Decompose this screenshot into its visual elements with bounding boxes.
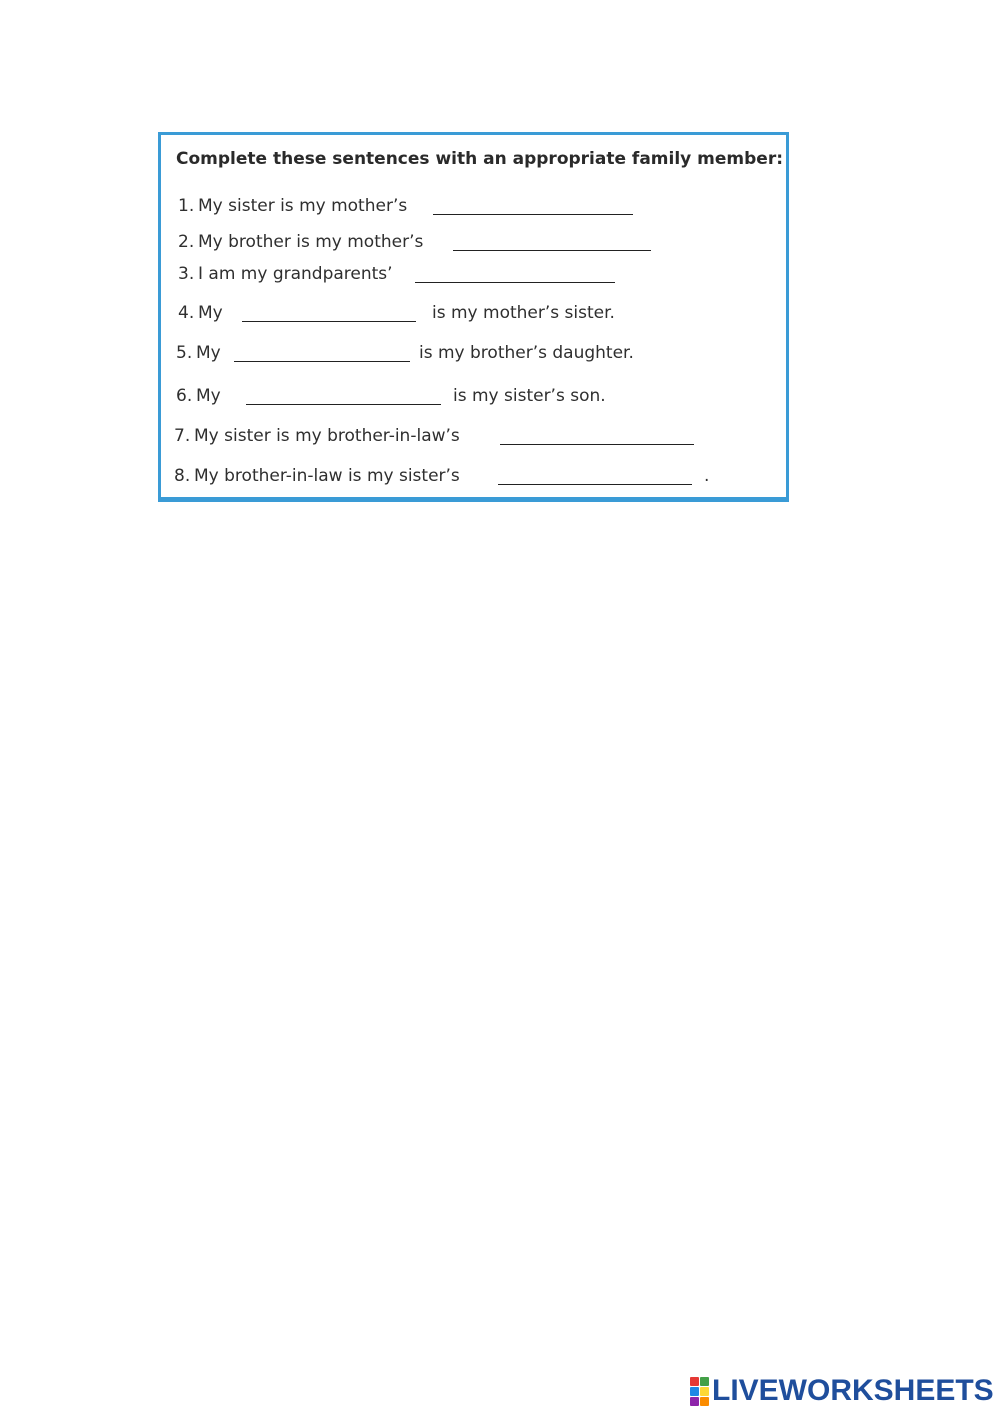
sentence-5: [176, 341, 776, 365]
answer-blank-2[interactable]: [453, 250, 651, 251]
sentence-text: My: [198, 303, 223, 323]
answer-blank-5[interactable]: [234, 361, 410, 362]
sentence-7: [174, 424, 774, 448]
sentence-number: 8.: [174, 466, 191, 486]
sentence-number: 1.: [178, 196, 195, 216]
answer-blank-1[interactable]: [433, 214, 633, 215]
sentence-number: 7.: [174, 426, 191, 446]
sentence-text-after: .: [704, 466, 710, 486]
sentence-text: My: [196, 343, 221, 363]
instruction-heading: Complete these sentences with an appropriate family member:: [176, 149, 783, 169]
sentence-number: 5.: [176, 343, 193, 363]
sentence-text-after: is my sister’s son.: [453, 386, 606, 406]
sentence-text-after: is my mother’s sister.: [432, 303, 615, 323]
sentence-number: 4.: [178, 303, 195, 323]
sentence-6: [176, 384, 776, 408]
answer-blank-8[interactable]: [498, 484, 692, 485]
sentence-number: 3.: [178, 264, 195, 284]
sentence-4: [178, 301, 778, 325]
sentence-text: My brother is my mother’s: [198, 232, 424, 252]
sentence-3: [178, 262, 778, 286]
sentence-text: My sister is my mother’s: [198, 196, 408, 216]
worksheet-box: [158, 132, 789, 502]
sentence-text: My: [196, 386, 221, 406]
sentence-text-after: is my brother’s daughter.: [419, 343, 634, 363]
answer-blank-4[interactable]: [242, 321, 416, 322]
answer-blank-6[interactable]: [246, 404, 441, 405]
sentence-8: [174, 464, 774, 488]
sentence-text: My brother-in-law is my sister’s: [194, 466, 460, 486]
sentence-number: 6.: [176, 386, 193, 406]
sentence-2: [178, 230, 778, 254]
answer-blank-7[interactable]: [500, 444, 694, 445]
sentence-number: 2.: [178, 232, 195, 252]
sentence-text: My sister is my brother-in-law’s: [194, 426, 460, 446]
sentence-text: I am my grandparents’: [198, 264, 393, 284]
liveworksheets-logo-icon: [690, 1377, 708, 1405]
liveworksheets-brand[interactable]: [690, 1374, 994, 1408]
sentence-1: [178, 194, 778, 218]
brand-name: LIVEWORKSHEETS: [712, 1374, 994, 1407]
answer-blank-3[interactable]: [415, 282, 615, 283]
